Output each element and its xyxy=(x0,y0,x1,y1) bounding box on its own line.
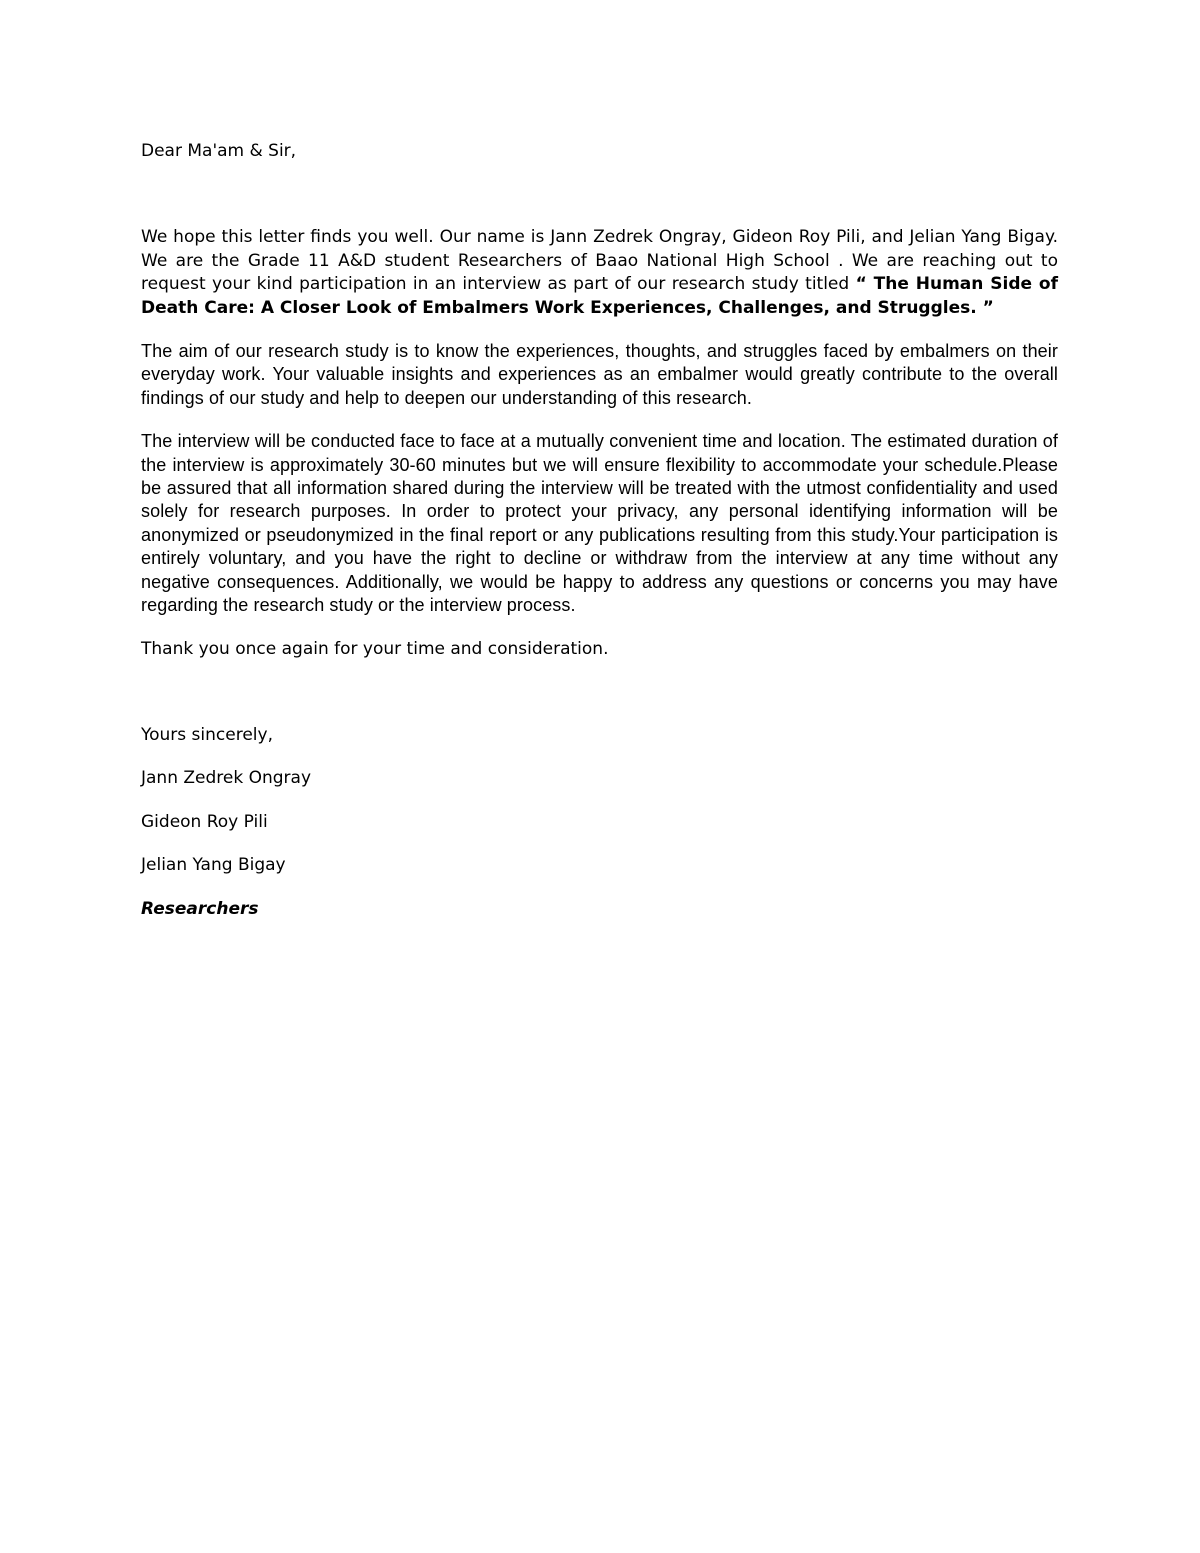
signatory-role: Researchers xyxy=(141,898,259,919)
closing-line: Yours sincerely, xyxy=(141,724,273,745)
salutation: Dear Ma'am & Sir, xyxy=(141,141,297,161)
intro-paragraph xyxy=(141,226,1058,320)
letter-body xyxy=(141,140,1058,921)
interview-paragraph: The interview will be conducted face to face at a mutually convenient time and location. The estimated duration of the interview is approximately 30-60 minutes but we will ensure flexibility to accommodate your schedule.Please be assured that all information shared during the interview will be treated with the utmost confidentiality and used solely for research purposes. In order to protect your privacy, any personal identifying information will be anonymized or pseudonymized in the final report or any publications resulting from this study.Your participation is entirely voluntary, and you have the right to decline or withdraw from the interview at any time without any negative consequences. Additionally, we would be happy to address any questions or concerns you may have regarding the research study or the interview process. xyxy=(141,431,1058,616)
study-title: “ The Human Side of Death Care: A Closer Look of Embalmers Work Experiences, Challenges, and Struggles. ” xyxy=(141,274,1058,318)
signatory-1: Jann Zedrek Ongray xyxy=(141,768,312,789)
signatory-2: Gideon Roy Pili xyxy=(141,811,268,832)
thanks-line: Thank you once again for your time and consideration. xyxy=(141,638,609,659)
intro-text: We hope this letter finds you well. Our name is Jann Zedrek Ongray, Gideon Roy Pili, and Jelian Yang Bigay. We are the Grade 11 A&D student Researchers of Baao National High School . We are reaching out to request your kind participation in an interview as part of our research study titled xyxy=(141,227,1058,295)
aim-paragraph: The aim of our research study is to know the experiences, thoughts, and struggles faced by embalmers on their everyday work. Your valuable insights and experiences as an embalmer would greatly contribute to the overall findings of our study and help to deepen our understanding of this research. xyxy=(141,341,1058,408)
signatory-3: Jelian Yang Bigay xyxy=(141,855,286,876)
